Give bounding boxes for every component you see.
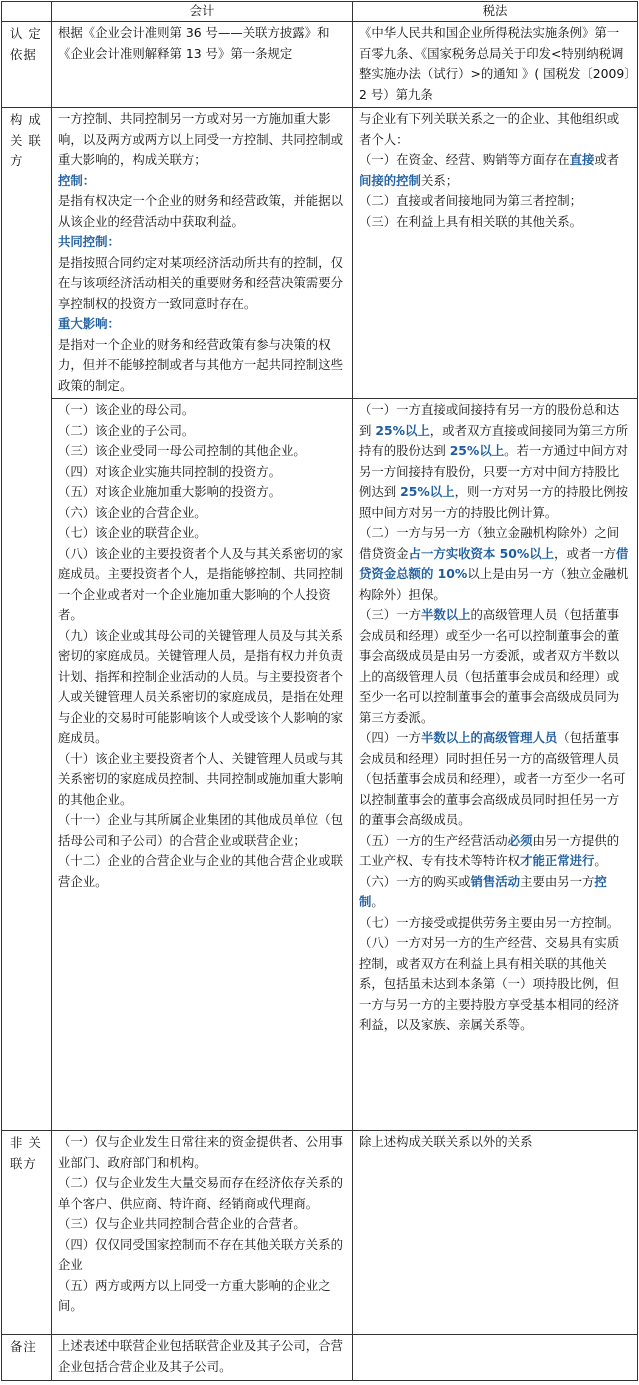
acc-item: （七）该企业的联营企业。 bbox=[58, 525, 207, 540]
acc-intro: 一方控制、共同控制另一方或对另一方施加重大影响，以及两方或两方以上同受一方控制、共同控制或重大影响的，构成关联方； bbox=[58, 111, 343, 167]
tax-rule-6: （六）一方的购买或销售活动主要由另一方控制。 bbox=[359, 873, 607, 909]
header-row bbox=[2, 2, 638, 22]
remarks-accounting: 上述表述中联营企业包括联营企业及其子公司，合营企业包括合营企业及其子公司。 bbox=[52, 1335, 353, 1381]
tax-rule-1: （一）一方直接或间接持有另一方的股份总和达到 25%以上，或者双方直接或间接同为第三方所持有的股份达到 25%以上。若一方通过中间方对另一方间接持有股份，只要一方对中间方持股比例达到 25%以上，则一方对另一方的持股比例按照中间方对另一方的持股比例计算。 bbox=[359, 402, 629, 520]
row-non-related bbox=[2, 1131, 638, 1335]
tax-item-2: （二）直接或者间接地同为第三者控制； bbox=[359, 193, 583, 208]
non-related-item: （三）仅与企业共同控制合营企业的合营者。 bbox=[58, 1216, 306, 1231]
tax-rule-5: （五）一方的生产经营活动必须由另一方提供的工业产权、专有技术等特许权才能正常进行。 bbox=[359, 832, 620, 868]
corner-cell bbox=[2, 2, 52, 22]
basis-accounting: 根据《企业会计准则第 36 号——关联方披露》和《企业会计准则解释第 13 号》第一条规定 bbox=[52, 22, 353, 108]
row-label-basis: 认 定依据 bbox=[2, 22, 52, 108]
acc-item: （十二）企业的合营企业与企业的其他合营企业或联营企业。 bbox=[58, 853, 343, 889]
row-related-items bbox=[2, 399, 638, 1131]
header-accounting: 会计 bbox=[52, 2, 353, 22]
tax-rule-3: （三）一方半数以上的高级管理人员（包括董事会成员和经理）或至少一名可以控制董事会的董事会高级成员是由另一方委派，或者双方半数以上的高级管理人员（包括董事会成员和经理）或至少一名可以控制董事会的董事会高级成员同为第三方委派。 bbox=[359, 607, 620, 725]
joint-control-text: 是指按照合同约定对某项经济活动所共有的控制，仅在与该项经济活动相关的重要财务和经营决策需要分享控制权的投资方一致同意时存在。 bbox=[58, 254, 343, 311]
joint-control-title: 共同控制： bbox=[58, 234, 120, 249]
acc-item: （十一）企业与其所属企业集团的其他成员单位（包括母公司和子公司）的合营企业或联营企业； bbox=[58, 812, 343, 848]
acc-item: （二）该企业的子公司。 bbox=[58, 422, 195, 438]
acc-item: （八）该企业的主要投资者个人及与其关系密切的家庭成员。主要投资者个人，是指能够控制、共同控制一个企业或者对一个企业施加重大影响的个人投资者。 bbox=[58, 545, 343, 622]
non-related-item: （二）仅与企业发生大量交易而存在经济依存关系的单个客户、供应商、特许商、经销商或代理商。 bbox=[58, 1175, 343, 1211]
acc-item: （十）该企业主要投资者个人、关键管理人员或与其关系密切的家庭成员控制、共同控制或施加重大影响的其他企业。 bbox=[58, 750, 343, 807]
row-remarks bbox=[2, 1335, 638, 1381]
row-label-remarks: 备注 bbox=[2, 1335, 52, 1381]
significant-influence-title: 重大影响： bbox=[58, 316, 120, 331]
tax-rule-7: （七）一方接受或提供劳务主要由另一方控制。 bbox=[359, 914, 620, 930]
tax-rule-2: （二）一方与另一方（独立金融机构除外）之间借贷资金占一方实收资本 50%以上，或者一方借贷资金总额的 10%以上是由另一方（独立金融机构除外）担保。 bbox=[359, 525, 629, 602]
tax-item-1: （一）在资金、经营、购销等方面存在直接或者间接的控制关系； bbox=[359, 152, 620, 188]
tax-rule-4: （四）一方半数以上的高级管理人员（包括董事会成员和经理）同时担任另一方的高级管理人员（包括董事会成员和经理），或者一方至少一名可以控制董事会的董事会高级成员同时担任另一方的董事会高级成员。 bbox=[359, 730, 626, 827]
row-label-non-related: 非 关联方 bbox=[2, 1131, 52, 1335]
row-basis bbox=[2, 22, 638, 108]
non-related-item: （五）两方或两方以上同受一方重大影响的企业之间。 bbox=[58, 1277, 331, 1313]
basis-tax: 《中华人民共和国企业所得税法实施条例》第一百零九条、《国家税务总局关于印发<特别纳税调整实施办法（试行）>的通知 》( 国税发〔2009〕2 号）第九条 bbox=[353, 22, 638, 108]
tax-intro: 与企业有下列关联关系之一的企业、其他组织或者个人： bbox=[359, 111, 620, 147]
acc-item: （四）对该企业实施共同控制的投资方。 bbox=[58, 463, 282, 479]
related-items-tax bbox=[353, 399, 638, 1131]
significant-influence-text: 是指对一个企业的财务和经营政策有参与决策的权力，但并不能够控制或者与其他方一起共同控制这些政策的制定。 bbox=[58, 336, 343, 393]
control-text: 是指有权决定一个企业的财务和经营政策，并能据以从该企业的经营活动中获取利益。 bbox=[58, 193, 343, 229]
non-related-item: （四）仅仅同受国家控制而不存在其他关联方关系的企业 bbox=[58, 1236, 343, 1272]
non-related-accounting bbox=[52, 1131, 353, 1335]
acc-item: （一）该企业的母公司。 bbox=[58, 402, 195, 417]
control-title: 控制： bbox=[58, 172, 96, 188]
header-tax: 税法 bbox=[353, 2, 638, 22]
comparison-table bbox=[1, 1, 638, 1381]
tax-rule-8: （八）一方对另一方的生产经营、交易具有实质控制，或者双方在利益上具有相关联的其他关系，包括虽未达到本条第（一）项持股比例，但一方与另一方的主要持股方享受基本相同的经济利益，以及家族、亲属关系等。 bbox=[359, 935, 620, 1032]
acc-item: （九）该企业或其母公司的关键管理人员及与其关系密切的家庭成员。关键管理人员，是指有权力并负责计划、指挥和控制企业活动的人员。与主要投资者个人或关键管理人员关系密切的家庭成员，是指在处理与企业的交易时可能影响该个人或受该个人影响的家庭成员。 bbox=[58, 627, 343, 745]
non-related-tax: 除上述构成关联关系以外的关系 bbox=[353, 1131, 638, 1335]
row-label-related: 构 成关 联方 bbox=[2, 108, 52, 1131]
acc-item: （三）该企业受同一母公司控制的其他企业。 bbox=[58, 443, 306, 458]
row-related-definition bbox=[2, 108, 638, 399]
tax-item-3: （三）在利益上具有相关联的其他关系。 bbox=[359, 213, 583, 229]
remarks-tax bbox=[353, 1335, 638, 1381]
acc-item: （五）对该企业施加重大影响的投资方。 bbox=[58, 484, 282, 499]
related-items-accounting bbox=[52, 399, 353, 1131]
acc-item: （六）该企业的合营企业。 bbox=[58, 504, 207, 520]
related-def-accounting bbox=[52, 108, 353, 399]
related-def-tax bbox=[353, 108, 638, 399]
non-related-item: （一）仅与企业发生日常往来的资金提供者、公用事业部门、政府部门和机构。 bbox=[58, 1134, 343, 1170]
